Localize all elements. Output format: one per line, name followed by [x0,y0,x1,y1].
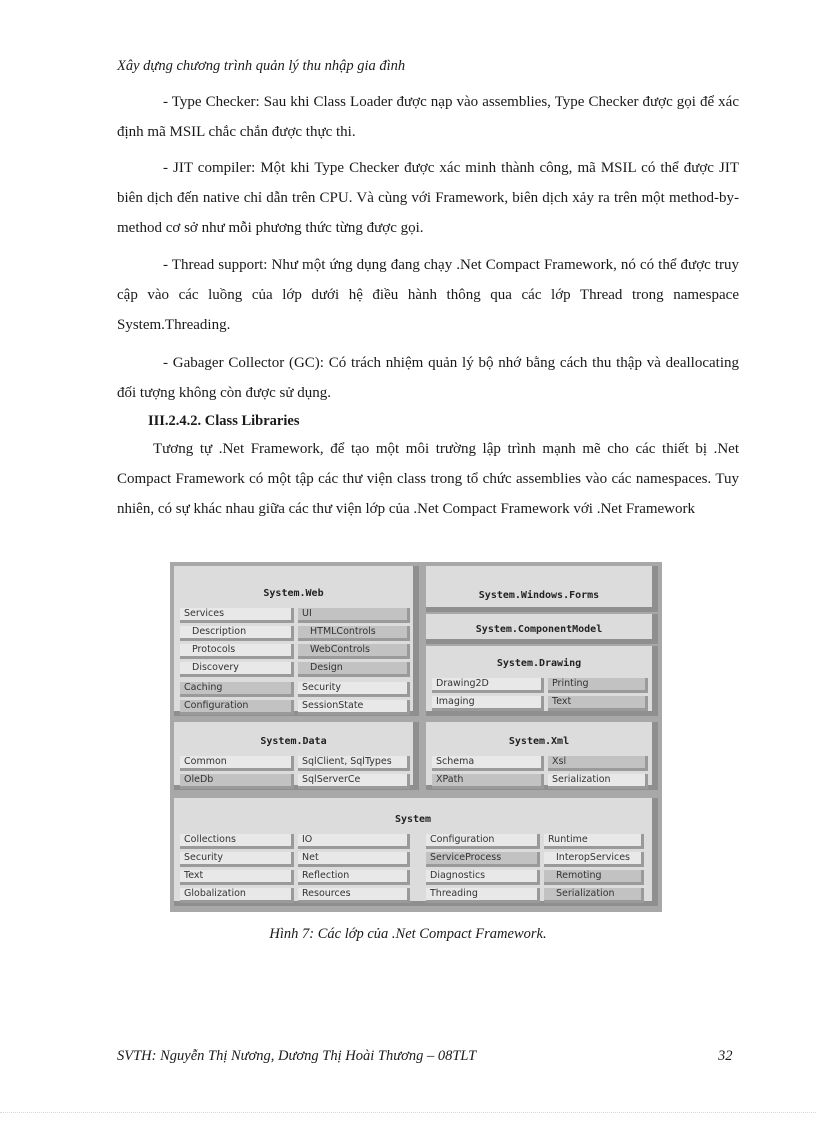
data-cell: SqlServerCe [298,774,410,789]
xml-cell: Schema [432,756,544,771]
data-cell: OleDb [180,774,294,789]
system-cell: IO [298,834,410,849]
system-drawing-title: System.Drawing [496,658,582,669]
system-cell: Runtime [544,834,644,849]
class-library-diagram [170,562,662,912]
web-cell: WebControls [298,644,410,659]
paragraph-garbage-collector: - Gabager Collector (GC): Có trách nhiệm quản lý bộ nhớ bằng cách thu thập và deallocating đối tượng không còn được sử dụng. [117,355,739,401]
system-title: System [394,814,432,825]
system-cell: ServiceProcess [426,852,540,867]
system-cell: Security [180,852,294,867]
xml-cell: XPath [432,774,544,789]
system-cell: Collections [180,834,294,849]
system-cell: Resources [298,888,410,903]
web-cell: Design [298,662,410,677]
system-cell: Text [180,870,294,885]
web-cell: Caching [180,682,294,697]
paragraph-jit-compiler: - JIT compiler: Một khi Type Checker được xác minh thành công, mã MSIL có thể được JIT biên dịch đến native chỉ dẫn trên CPU. Và cùng với Framework, biên dịch xảy ra trên một method-by-method cơ sở như mỗi phương thức từng được gọi. [117,160,739,236]
system-xml-block [426,722,658,790]
system-cell: Net [298,852,410,867]
web-cell: Configuration [180,700,294,715]
drawing-cell: Drawing2D [432,678,544,693]
xml-cell: Serialization [548,774,648,789]
figure-caption: Hình 7: Các lớp của .Net Compact Framework. [269,926,547,942]
system-componentmodel-title: System.ComponentModel [475,624,603,635]
data-cell: SqlClient, SqlTypes [298,756,410,771]
paragraph-type-checker: - Type Checker: Sau khi Class Loader được nạp vào assemblies, Type Checker được gọi để xác định mã MSIL chắc chắn được thực thi. [117,94,739,140]
drawing-cell: Imaging [432,696,544,711]
system-cell: InteropServices [544,852,644,867]
paragraph-thread-support: - Thread support: Như một ứng dụng đang chạy .Net Compact Framework, nó có thể được truy cập vào các luồng của lớp dưới hệ điều hành thông qua các lớp Thread trong namespace System.Threading. [117,257,739,333]
system-windows-forms-block [426,566,658,612]
page-number: 32 [718,1048,733,1064]
system-cell: Reflection [298,870,410,885]
system-cell: Diagnostics [426,870,540,885]
system-web-title: System.Web [263,588,324,599]
system-data-block [174,722,419,790]
web-cell: Security [298,682,410,697]
system-data-title: System.Data [260,736,327,747]
web-cell: Discovery [180,662,294,677]
web-cell: Description [180,626,294,641]
web-cell: SessionState [298,700,410,715]
system-cell: Threading [426,888,540,903]
system-cell: Configuration [426,834,540,849]
system-cell: Remoting [544,870,644,885]
drawing-cell: Text [548,696,648,711]
xml-cell: Xsl [548,756,648,771]
system-cell: Serialization [544,888,644,903]
system-windows-forms-title: System.Windows.Forms [478,590,600,601]
data-cell: Common [180,756,294,771]
system-block [174,798,658,906]
system-drawing-block [426,646,658,716]
page-header: Xây dựng chương trình quản lý thu nhập gia đình [117,58,406,74]
section-heading: III.2.4.2. Class Libraries [148,413,300,429]
web-cell: UI [298,608,410,623]
footer-authors: SVTH: Nguyễn Thị Nương, Dương Thị Hoài Thương – 08TLT [117,1048,477,1064]
web-cell: HTMLControls [298,626,410,641]
system-componentmodel-block [426,614,658,644]
system-cell: Globalization [180,888,294,903]
web-cell: Protocols [180,644,294,659]
section-paragraph: Tương tự .Net Framework, để tạo một môi trường lập trình mạnh mẽ cho các thiết bị .Net Compact Framework có một tập các thư viện class trong tổ chức assemblies vào các namespaces. Tuy nhiên, có sự khác nhau giữa các thư viện lớp của .Net Compact Framework với .Net Framework [117,441,739,517]
system-xml-title: System.Xml [508,736,570,747]
drawing-cell: Printing [548,678,648,693]
web-cell: Services [180,608,294,623]
footer-divider [0,1112,816,1113]
system-web-block [174,566,419,716]
